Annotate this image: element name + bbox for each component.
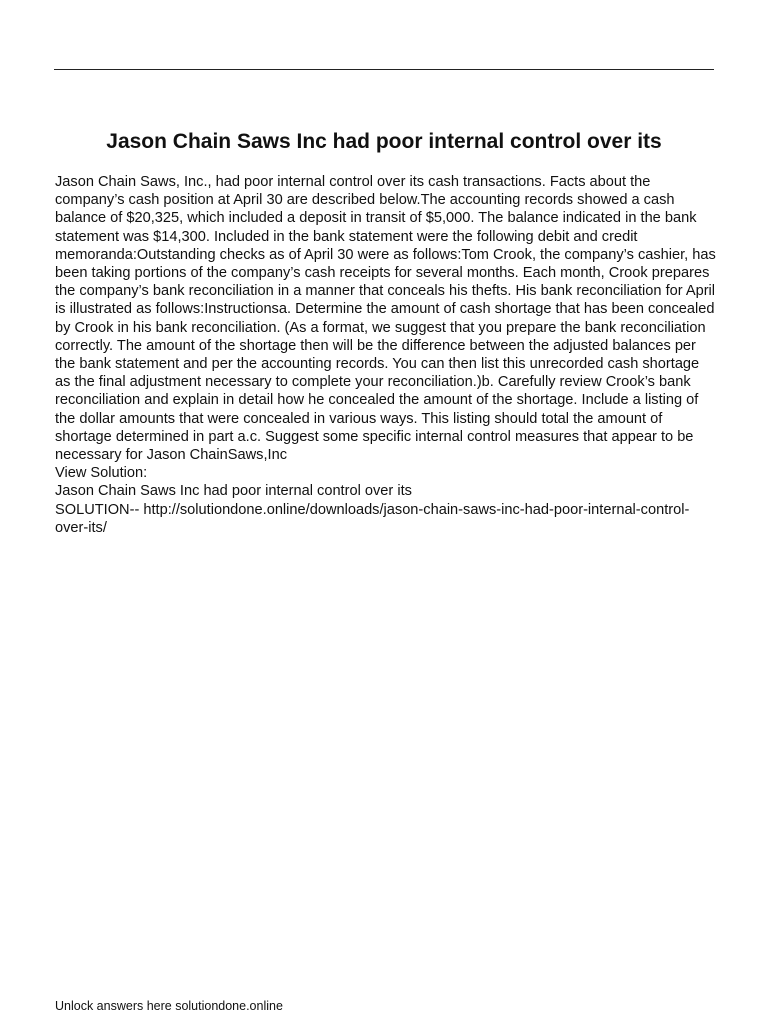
- view-solution-label: View Solution:: [55, 465, 148, 482]
- solution-title: Jason Chain Saws Inc had poor internal control over its: [55, 483, 412, 500]
- document-title: Jason Chain Saws Inc had poor internal control over its: [106, 130, 662, 153]
- question-paragraph: Jason Chain Saws, Inc., had poor internal control over its cash transactions. Facts about the company’s cash position at April 30 are described below.The accounting records showed a cash balance of $20,325, which included a deposit in transit of $5,000. The balance indicated in the bank statement was $14,300. Included in the bank statement were the following debit and credit memoranda:Outstanding checks as of April 30 were as follows:Tom Crook, the company’s cashier, has been taking portions of the company’s cash receipts for several months. Each month, Crook prepares the company’s bank reconciliation in a manner that conceals his thefts. His bank reconciliation for April is illustrated as follows:Instructionsa. Determine the amount of cash shortage that has been concealed by Crook in his bank reconciliation. (As a format, we suggest that you prepare the bank reconciliation correctly. The amount of the shortage then will be the difference between the adjusted balances per the bank statement and per the accounting records. You can then list this unrecorded cash shortage as the final adjustment necessary to complete your reconciliation.)b. Carefully review Crook’s bank reconciliation and explain in detail how he concealed the amount of the shortage. Include a listing of the dollar amounts that were concealed in various ways. This listing should total the amount of shortage determined in part a.c. Suggest some specific internal control measures that appear to be necessary for Jason ChainSaws,Inc: [55, 174, 716, 464]
- document-body: [55, 173, 717, 537]
- solution-link[interactable]: SOLUTION-- http://solutiondone.online/downloads/jason-chain-saws-inc-had-poor-internal-control-over-its/: [55, 501, 690, 536]
- footer-text: Unlock answers here solutiondone.online: [55, 999, 283, 1013]
- header-rule: [54, 69, 714, 70]
